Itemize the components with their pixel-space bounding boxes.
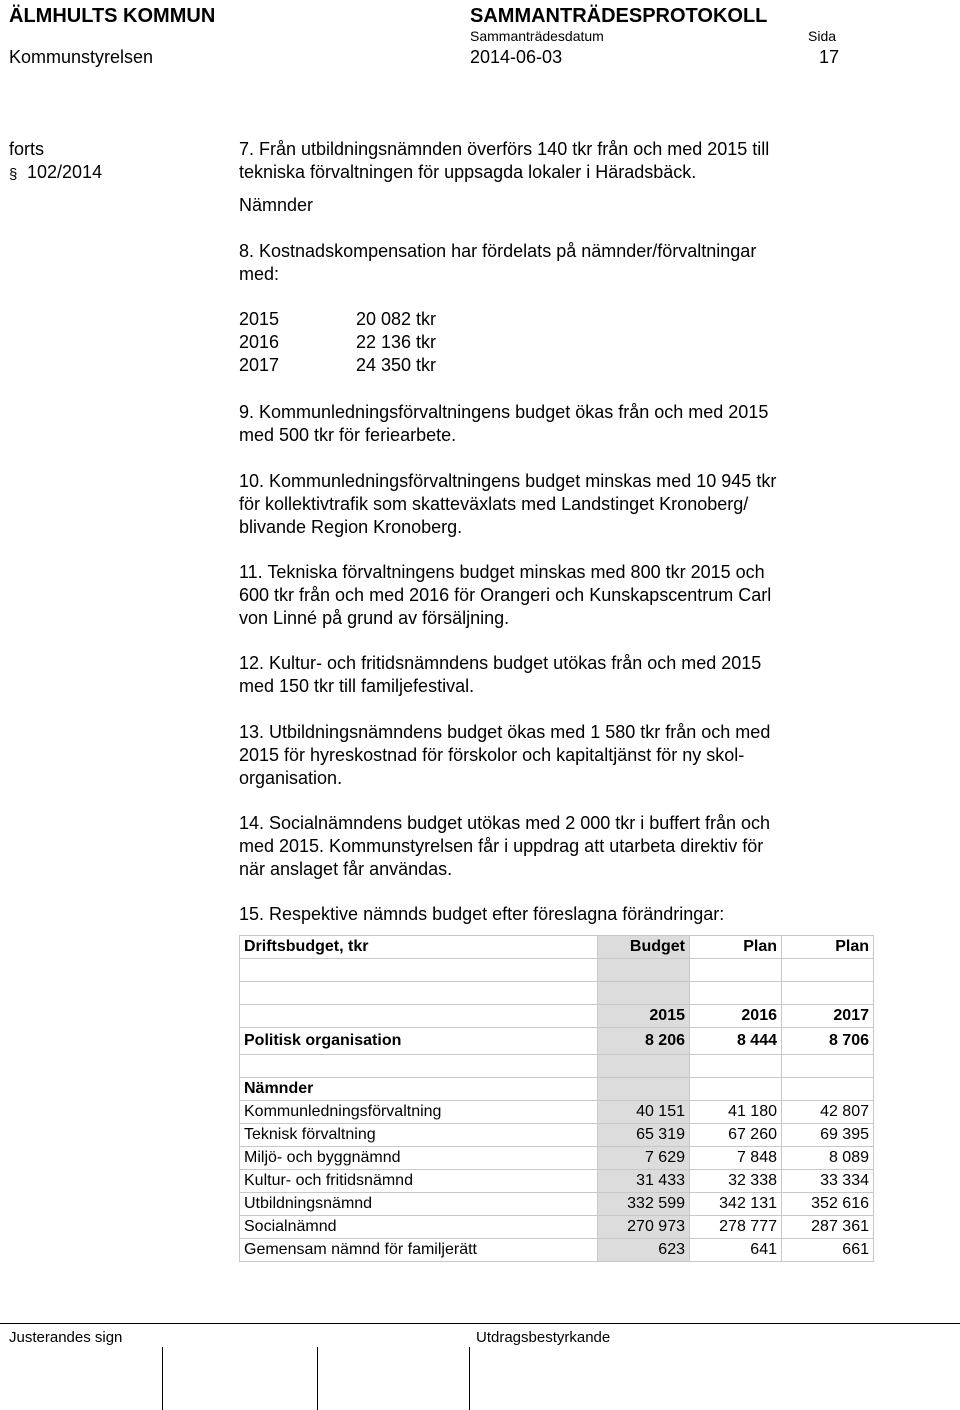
- item-10-line: blivande Region Kronoberg.: [239, 517, 463, 537]
- year-header-row: [240, 1005, 874, 1028]
- compensation-amount: 20 082 tkr: [356, 309, 437, 329]
- item-15: 15. Respektive nämnds budget efter föreslagna förändringar:: [239, 904, 725, 924]
- compensation-amount: 22 136 tkr: [356, 332, 437, 352]
- cell-value: 641: [690, 1239, 782, 1262]
- table-row: [240, 1101, 874, 1124]
- year-header: 2015: [598, 1005, 690, 1028]
- row-label: Politisk organisation: [240, 1028, 598, 1055]
- item-10: [239, 470, 839, 539]
- table-row: [240, 1028, 874, 1055]
- budget-table: [239, 935, 874, 1262]
- item-11-line: 600 tkr från och med 2016 för Orangeri och Kunskapscentrum Carl: [239, 585, 772, 605]
- item-8-line: med:: [239, 264, 280, 284]
- cell-value: 65 319: [598, 1124, 690, 1147]
- year-header: 2016: [690, 1005, 782, 1028]
- cell-value: 661: [782, 1239, 874, 1262]
- row-label: Kultur- och fritidsnämnd: [240, 1170, 598, 1193]
- item-14: [239, 812, 839, 881]
- utdragsbestyrkande-label: Utdragsbestyrkande: [476, 1329, 611, 1346]
- cell-value: 278 777: [690, 1216, 782, 1239]
- namnder-heading: Nämnder: [239, 195, 314, 215]
- item-14-line: när anslaget får användas.: [239, 859, 453, 879]
- item-13-line: organisation.: [239, 768, 343, 788]
- row-label: Socialnämnd: [240, 1216, 598, 1239]
- continued-label: forts: [9, 139, 45, 159]
- row-label: Utbildningsnämnd: [240, 1193, 598, 1216]
- cell-value: 8 089: [782, 1147, 874, 1170]
- row-label: Miljö- och byggnämnd: [240, 1147, 598, 1170]
- date-label: Sammanträdesdatum: [470, 28, 604, 44]
- signature-box-divider: [162, 1347, 163, 1410]
- column-header: Plan: [782, 936, 874, 959]
- cell-value: 40 151: [598, 1101, 690, 1124]
- cell-value: 8 706: [782, 1028, 874, 1055]
- compensation-year: 2017: [239, 355, 280, 375]
- item-13: [239, 721, 839, 790]
- cell-value: 352 616: [782, 1193, 874, 1216]
- item-13-line: 13. Utbildningsnämndens budget ökas med 1 580 tkr från och med: [239, 722, 771, 742]
- cell-value: 32 338: [690, 1170, 782, 1193]
- signature-box-divider: [469, 1347, 470, 1410]
- cell-value: 33 334: [782, 1170, 874, 1193]
- item-9-line: med 500 tkr för feriearbete.: [239, 425, 457, 445]
- cell-value: 332 599: [598, 1193, 690, 1216]
- table-header-row: [240, 936, 874, 959]
- table-row: [240, 1216, 874, 1239]
- item-11: [239, 561, 839, 630]
- paragraph-reference: 102/2014: [27, 162, 103, 182]
- item-7: [239, 138, 839, 184]
- row-label: Gemensam nämnd för familjerätt: [240, 1239, 598, 1262]
- footer-divider: [0, 1323, 960, 1324]
- compensation-year: 2015: [239, 309, 280, 329]
- cell-value: 287 361: [782, 1216, 874, 1239]
- cell-value: 270 973: [598, 1216, 690, 1239]
- item-13-line: 2015 för hyreskostnad för förskolor och kapitaltjänst för ny skol-: [239, 745, 745, 765]
- item-9-line: 9. Kommunledningsförvaltningens budget ökas från och med 2015: [239, 402, 769, 422]
- item-7-line: tekniska förvaltningen för uppsagda lokaler i Häradsbäck.: [239, 162, 697, 182]
- item-8-line: 8. Kostnadskompensation har fördelats på nämnder/förvaltningar: [239, 241, 757, 261]
- document-type: SAMMANTRÄDESPROTOKOLL: [470, 5, 768, 27]
- table-row: [240, 1124, 874, 1147]
- table-row: [240, 1193, 874, 1216]
- table-row: [240, 959, 874, 982]
- row-label: Kommunledningsförvaltning: [240, 1101, 598, 1124]
- municipality-name: ÄLMHULTS KOMMUN: [9, 5, 216, 27]
- item-14-line: med 2015. Kommunstyrelsen får i uppdrag att utarbeta direktiv för: [239, 836, 764, 856]
- section-row: [240, 1078, 874, 1101]
- cell-value: 8 206: [598, 1028, 690, 1055]
- row-label: Teknisk förvaltning: [240, 1124, 598, 1147]
- section-label: Nämnder: [240, 1078, 598, 1101]
- cell-value: 42 807: [782, 1101, 874, 1124]
- table-row: [240, 1239, 874, 1262]
- item-9: [239, 401, 839, 447]
- item-11-line: von Linné på grund av försäljning.: [239, 608, 510, 628]
- compensation-amount: 24 350 tkr: [356, 355, 437, 375]
- column-header: Plan: [690, 936, 782, 959]
- year-header: 2017: [782, 1005, 874, 1028]
- item-8: [239, 240, 839, 286]
- page-number: 17: [819, 47, 840, 67]
- table-row: [240, 982, 874, 1005]
- meeting-date: 2014-06-03: [470, 47, 563, 67]
- compensation-year: 2016: [239, 332, 280, 352]
- body-name: Kommunstyrelsen: [9, 47, 154, 67]
- cell-value: 623: [598, 1239, 690, 1262]
- cell-value: 7 848: [690, 1147, 782, 1170]
- item-12-line: 12. Kultur- och fritidsnämndens budget utökas från och med 2015: [239, 653, 762, 673]
- item-10-line: 10. Kommunledningsförvaltningens budget minskas med 10 945 tkr: [239, 471, 777, 491]
- cell-value: 8 444: [690, 1028, 782, 1055]
- item-12-line: med 150 tkr till familjefestival.: [239, 676, 475, 696]
- cell-value: 41 180: [690, 1101, 782, 1124]
- cell-value: 7 629: [598, 1147, 690, 1170]
- item-14-line: 14. Socialnämndens budget utökas med 2 000 tkr i buffert från och: [239, 813, 770, 833]
- item-7-line: 7. Från utbildningsnämnden överförs 140 tkr från och med 2015 till: [239, 139, 770, 159]
- column-header: Budget: [598, 936, 690, 959]
- cell-value: 67 260: [690, 1124, 782, 1147]
- table-row: [240, 1170, 874, 1193]
- signature-box-divider: [317, 1347, 318, 1410]
- cell-value: 69 395: [782, 1124, 874, 1147]
- cell-value: 342 131: [690, 1193, 782, 1216]
- table-title: Driftsbudget, tkr: [240, 936, 598, 959]
- table-row: [240, 1147, 874, 1170]
- justerandes-sign-label: Justerandes sign: [9, 1329, 123, 1346]
- table-row: [240, 1055, 874, 1078]
- item-10-line: för kollektivtrafik som skatteväxlats med Landstinget Kronoberg/: [239, 494, 749, 514]
- section-icon: §: [9, 166, 18, 183]
- cell-value: 31 433: [598, 1170, 690, 1193]
- page-label: Sida: [808, 28, 837, 44]
- item-11-line: 11. Tekniska förvaltningens budget minskas med 800 tkr 2015 och: [239, 562, 765, 582]
- item-12: [239, 652, 839, 698]
